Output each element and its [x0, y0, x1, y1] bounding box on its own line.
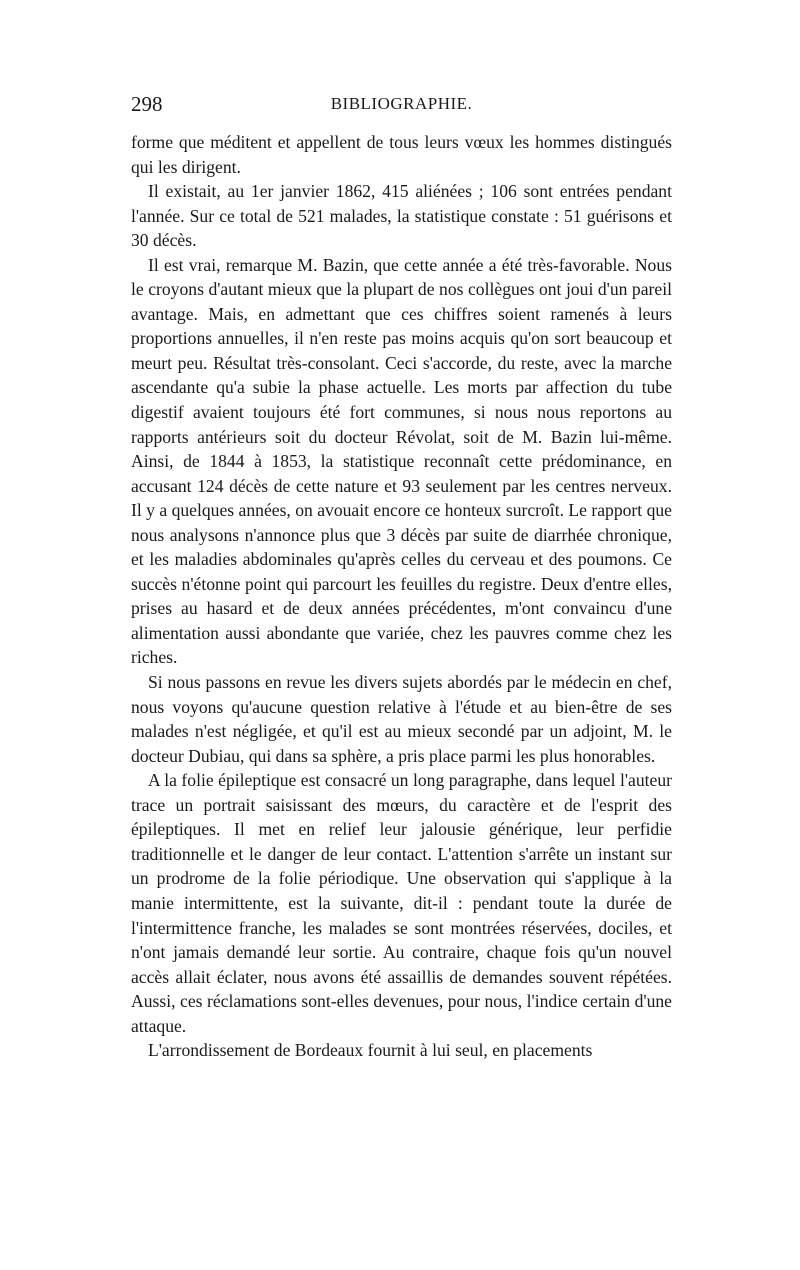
paragraph-medical-staff: Si nous passons en revue les divers sujets abordés par le médecin en chef, nous voyons qu'aucune question relative à l'étude et au bien-être de ses malades n'est négligée, et qu'il est au mieux secondé par un adjoint, M. le docteur Dubiau, qui dans sa sphère, a pris place parmi les plus honorables. — [131, 672, 672, 766]
page-header — [131, 90, 672, 118]
paragraph-mortality: Il est vrai, remarque M. Bazin, que cette année a été très-favorable. Nous le croyons d'autant mieux que la plupart de nos collègues ont joui d'un pareil avantage. Mais, en admettant que ces chiffres soient ramenés à leurs proportions annuelles, il n'en reste pas moins acquis qu'on sort beaucoup et meurt peu. Résultat très-consolant. Ceci s'accorde, du reste, avec la marche ascendante qu'a subie la phase actuelle. Les morts par affection du tube digestif avaient toujours été fort communes, si nous nous reportons au rapports antérieurs soit du docteur Révolat, soit de M. Bazin lui-même. Ainsi, de 1844 à 1853, la statistique reconnaît cette prédominance, en accusant 124 décès de cette nature et 93 seulement par les centres nerveux. Il y a quelques années, on avouait encore ce honteux surcroît. Le rapport que nous analysons n'annonce plus que 3 décès par suite de diarrhée chronique, et les maladies abdominales qu'après celles du cerveau et des poumons. Ce succès n'étonne point qui parcourt les feuilles du registre. Deux d'entre elles, prises au hasard et de deux années précédentes, m'ont convaincu d'une alimentation aussi abondante que variée, chez les pauvres comme chez les riches. — [131, 254, 672, 668]
paragraph-bordeaux: L'arrondissement de Bordeaux fournit à lui seul, en placements — [148, 1040, 593, 1061]
paragraph-statistics: Il existait, au 1er janvier 1862, 415 aliénées ; 106 sont entrées pendant l'année. Sur ce total de 521 malades, la statistique constate : 51 guérisons et 30 décès. — [131, 181, 672, 251]
body-text — [131, 130, 672, 1063]
page-number: 298 — [131, 92, 163, 116]
paragraph-continued: forme que méditent et appellent de tous leurs vœux les hommes distingués qui les dirigent. — [131, 132, 672, 177]
running-head: BIBLIOGRAPHIE. — [330, 94, 473, 113]
paragraph-epilepsy: A la folie épileptique est consacré un long paragraphe, dans lequel l'auteur trace un portrait saisissant des mœurs, du caractère et de l'esprit des épileptiques. Il met en relief leur jalousie générique, leur perfidie traditionnelle et le danger de leur contact. L'attention s'arrête un instant sur un prodrome de la folie périodique. Une observation qui s'applique à la manie intermittente, est la suivante, dit-il : pendant toute la durée de l'intermittence franche, les malades se sont montrées réservées, dociles, et n'ont jamais demandé leur sortie. Au contraire, chaque fois qu'un nouvel accès allait éclater, nous avons été assaillis de demandes souvent répétées. Aussi, ces réclamations sont-elles devenues, pour nous, l'indice certain d'une attaque. — [131, 770, 672, 1036]
book-page — [131, 90, 672, 1063]
